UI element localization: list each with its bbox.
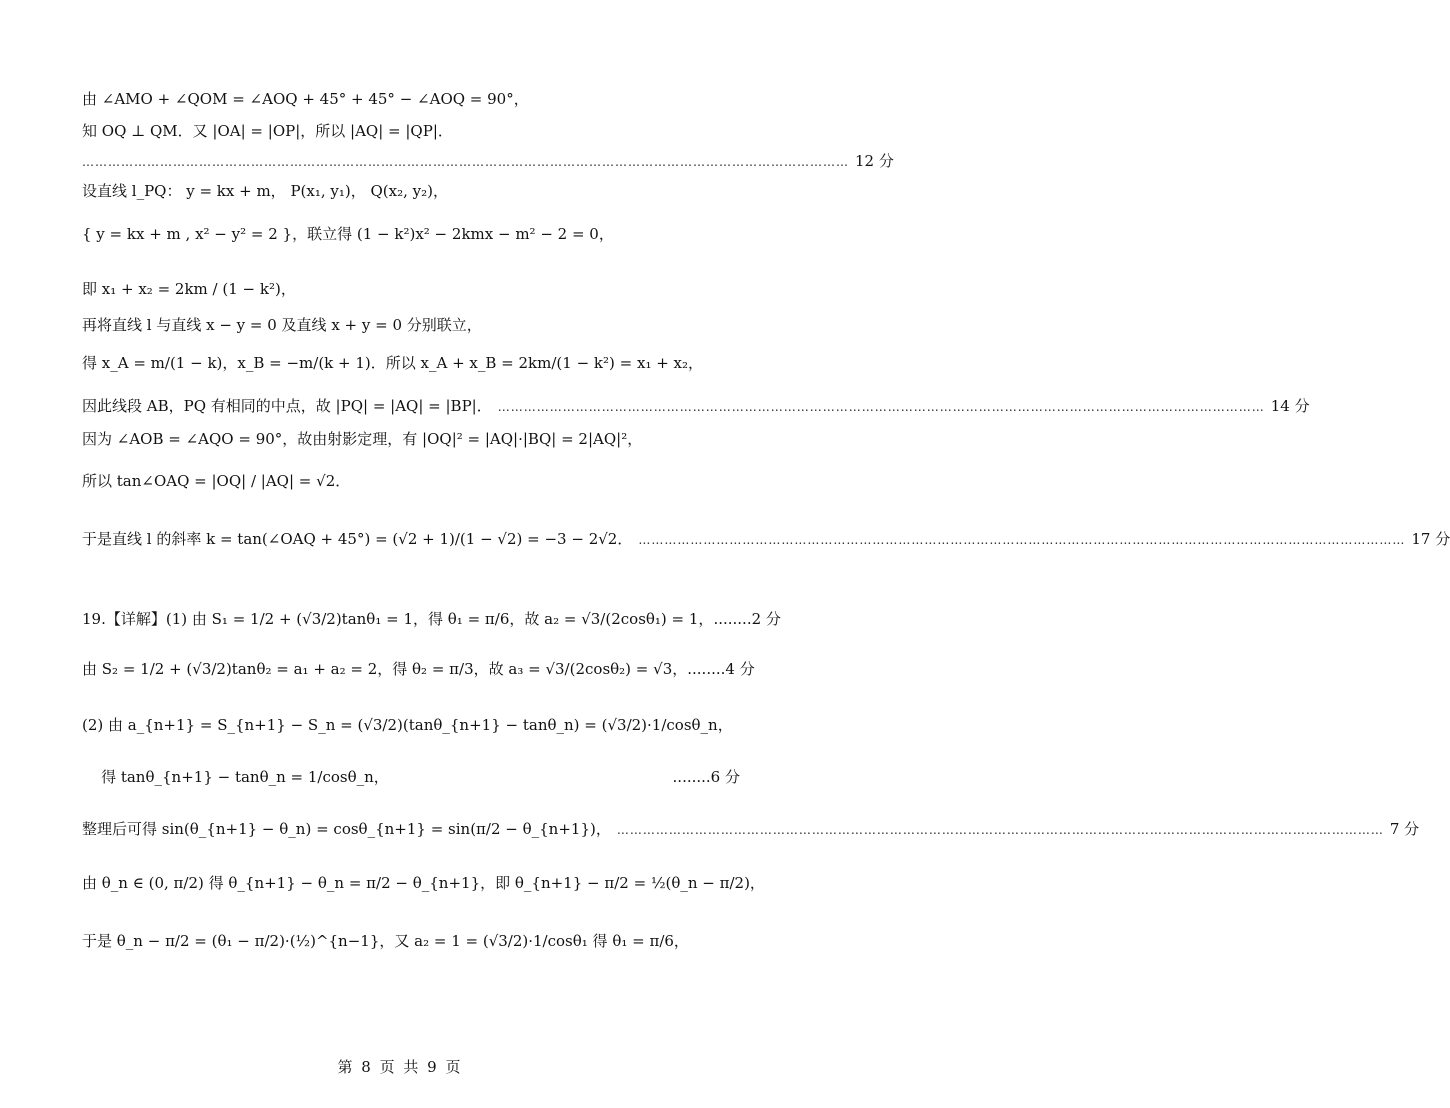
text-line: 所以 tan∠OAQ = |OQ| / |AQ| = √2．: [82, 472, 351, 490]
text-line: (2) 由 a_{n+1} = S_{n+1} − S_n = (√3/2)(tanθ_{n+1} − tanθ_n) = (√3/2)·1/cosθ_n，: [82, 716, 733, 734]
score-line: [82, 397, 1310, 415]
leader-dots: ……………………………………………………………………………………………………………………………………………………………: [497, 400, 1265, 414]
text-line: 得 x_A = m/(1 − k)，x_B = −m/(k + 1)．所以 x_A + x_B = 2km/(1 − k²) = x₁ + x₂，: [82, 354, 704, 372]
text-line: 19.【详解】(1) 由 S₁ = 1/2 + (√3/2)tanθ₁ = 1，得 θ₁ = π/6，故 a₂ = √3/(2cosθ₁) = 1，: [82, 610, 714, 628]
text-line: 由 S₂ = 1/2 + (√3/2)tanθ₂ = a₁ + a₂ = 2，得 θ₂ = π/3，故 a₃ = √3/(2cosθ₂) = √3，: [82, 660, 688, 678]
score-line: [82, 530, 1450, 548]
score-line: [82, 770, 740, 785]
score-line: [82, 152, 894, 170]
score-label: 7 分: [1389, 820, 1420, 838]
score-label: ........2 分: [713, 610, 781, 628]
text-line: 即 x₁ + x₂ = 2km / (1 − k²)，: [82, 280, 296, 298]
page-footer: 第 8 页 共 9 页: [337, 1058, 463, 1076]
score-line: [82, 820, 1420, 838]
text-line: 得 tanθ_{n+1} − tanθ_n = 1/cosθ_n，: [82, 768, 389, 786]
text-line: 于是直线 l 的斜率 k = tan(∠OAQ + 45°) = (√2 + 1)/(1 − √2) = −3 − 2√2．: [82, 530, 633, 548]
score-line: [82, 660, 755, 678]
leader-dots: ……………………………………………………………………………………………………………………………………………………………: [616, 823, 1384, 837]
text-line: 因此线段 AB，PQ 有相同的中点，故 |PQ| = |AQ| = |BP|．: [82, 397, 492, 415]
text-line: 因为 ∠AOB = ∠AQO = 90°，故由射影定理，有 |OQ|² = |AQ|·|BQ| = 2|AQ|²，: [82, 430, 643, 448]
text-line: 由 ∠AMO + ∠QOM = ∠AOQ + 45° + 45° − ∠AOQ = 90°，: [82, 90, 529, 108]
score-label: 17 分: [1411, 530, 1450, 548]
text-line: { y = kx + m , x² − y² = 2 }，联立得 (1 − k²)x² − 2kmx − m² − 2 = 0，: [82, 225, 614, 243]
text-line: 由 θ_n ∈ (0, π/2) 得 θ_{n+1} − θ_n = π/2 − θ_{n+1}，即 θ_{n+1} − π/2 = ½(θ_n − π/2)，: [82, 874, 765, 892]
score-label: ........6 分: [672, 768, 740, 786]
leader-dots: ……………………………………………………………………………………………………………………………………………………………: [82, 155, 849, 169]
text-line: 知 OQ ⊥ QM．又 |OA| = |OP|，所以 |AQ| = |QP|．: [82, 122, 453, 140]
text-line: 再将直线 l 与直线 x − y = 0 及直线 x + y = 0 分别联立，: [82, 316, 482, 334]
text-line: 设直线 l_PQ： y = kx + m， P(x₁, y₁)， Q(x₂, y₂)，: [82, 182, 449, 200]
score-label: ........4 分: [687, 660, 755, 678]
leader-dots: ……………………………………………………………………………………………………………………………………………………………: [638, 533, 1406, 547]
score-line: [82, 610, 781, 628]
score-label: 12 分: [855, 152, 894, 170]
text-line: 整理后可得 sin(θ_{n+1} − θ_n) = cosθ_{n+1} = sin(π/2 − θ_{n+1})，: [82, 820, 611, 838]
score-label: 14 分: [1270, 397, 1310, 415]
text-line: 于是 θ_n − π/2 = (θ₁ − π/2)·(½)^{n−1}，又 a₂ = 1 = (√3/2)·1/cosθ₁ 得 θ₁ = π/6，: [82, 932, 689, 950]
